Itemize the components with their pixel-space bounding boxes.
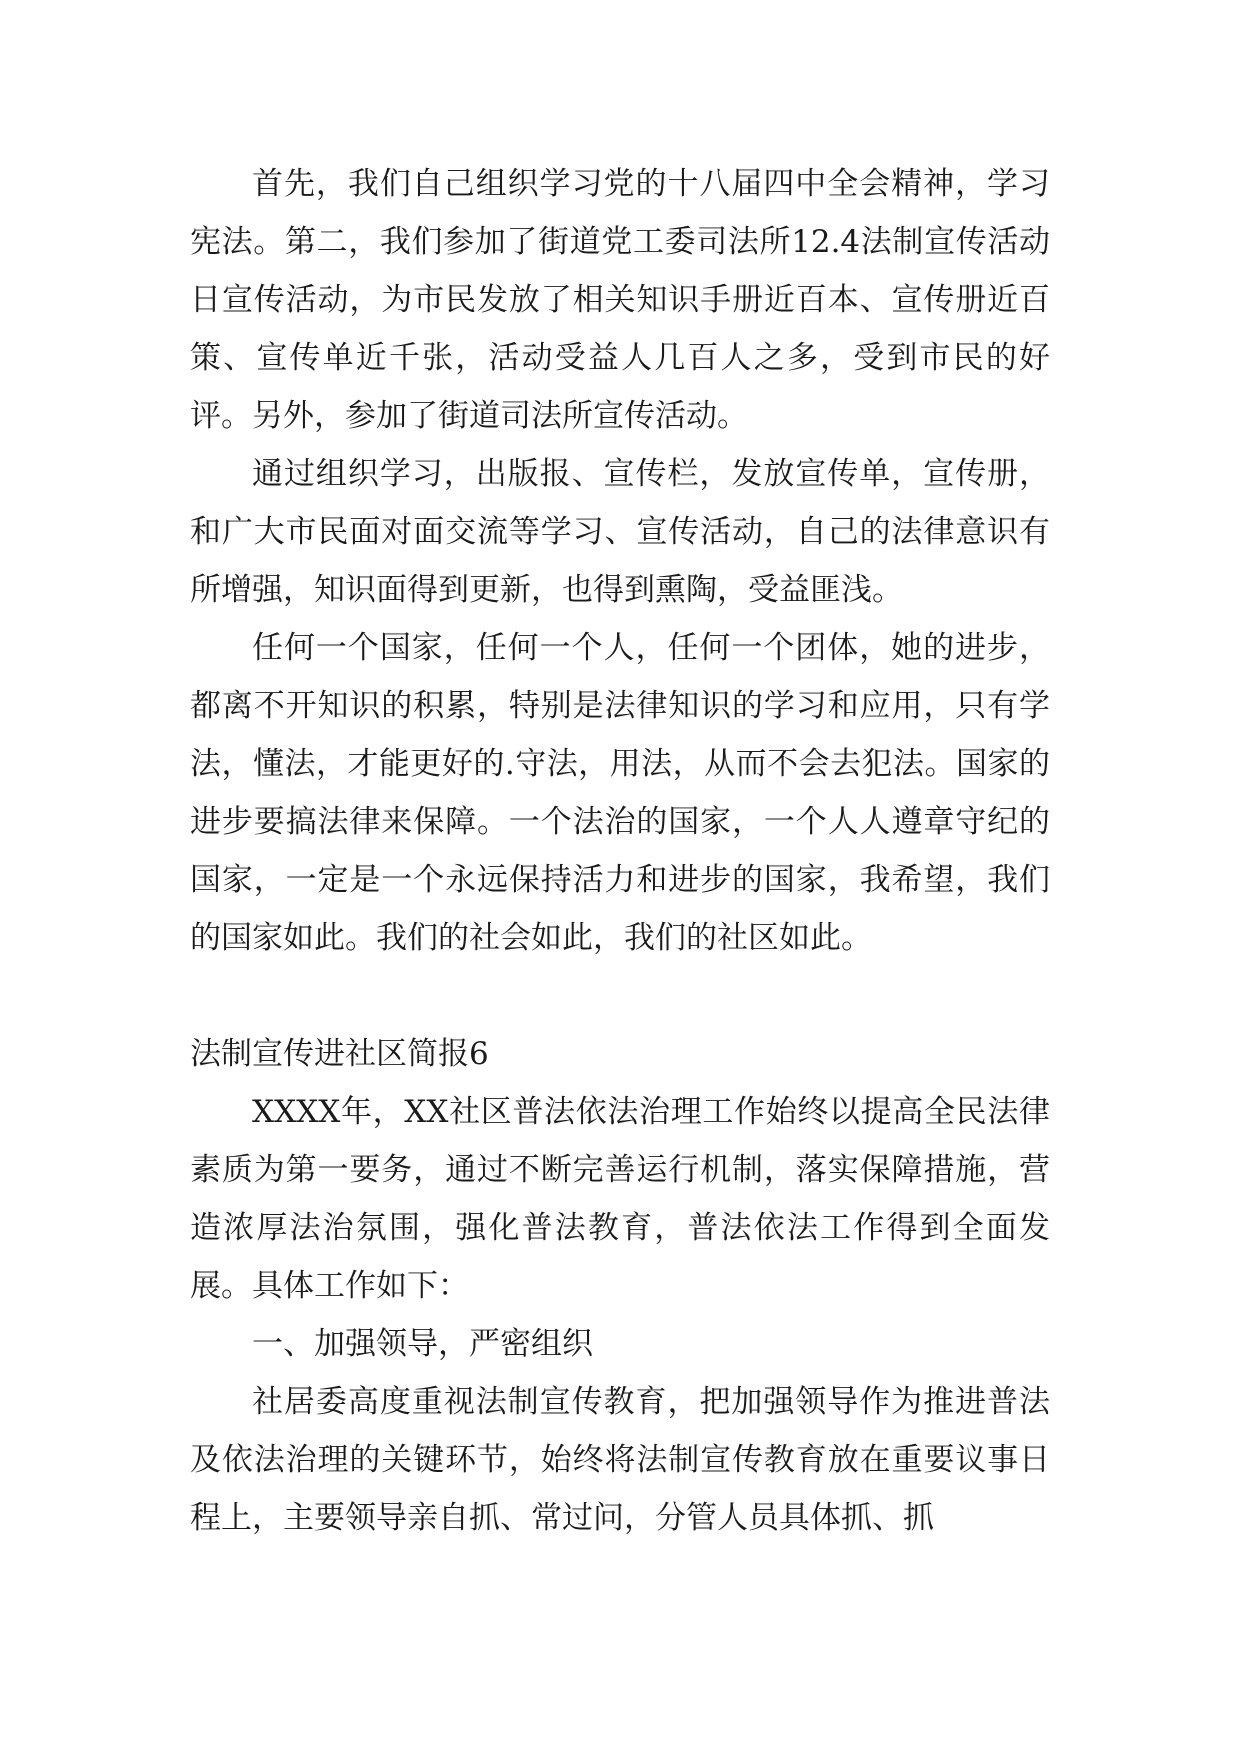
document-body [190, 155, 1050, 1547]
paragraph-legal-awareness: 通过组织学习，出版报、宣传栏，发放宣传单，宣传册，和广大市民面对面交流等学习、宣传活动，自己的法律意识有所增强，知识面得到更新，也得到熏陶，受益匪浅。 [190, 456, 1050, 608]
paragraph-annual-summary: XXXX年，XX社区普法依法治理工作始终以提高全民法律素质为第一要务，通过不断完善运行机制，落实保障措施，营造浓厚法治氛围，强化普法教育，普法依法工作得到全面发展。具体工作如下： [190, 1094, 1050, 1304]
section-title: 法制宣传进社区简报6 [190, 1036, 489, 1072]
paragraph-leadership-detail: 社居委高度重视法制宣传教育，把加强领导作为推进普法及依法治理的关键环节，始终将法制宣传教育放在重要议事日程上，主要领导亲自抓、常过问，分管人员具体抓、抓 [190, 1384, 1050, 1536]
subheading-leadership: 一、加强领导，严密组织 [252, 1326, 593, 1362]
paragraph-national-progress: 任何一个国家，任何一个人，任何一个团体，她的进步，都离不开知识的积累，特别是法律知识的学习和应用，只有学法，懂法，才能更好的.守法，用法，从而不会去犯法。国家的进步要搞法律来保障。一个法治的国家，一个人人遵章守纪的国家，一定是一个永远保持活力和进步的国家，我希望，我们的国家如此。我们的社会如此，我们的社区如此。 [190, 630, 1050, 956]
paragraph-study-activities: 首先，我们自己组织学习党的十八届四中全会精神，学习宪法。第二，我们参加了街道党工委司法所12.4法制宣传活动日宣传活动，为市民发放了相关知识手册近百本、宣传册近百策、宣传单近千张，活动受益人几百人之多，受到市民的好评。另外，参加了街道司法所宣传活动。 [190, 166, 1050, 434]
